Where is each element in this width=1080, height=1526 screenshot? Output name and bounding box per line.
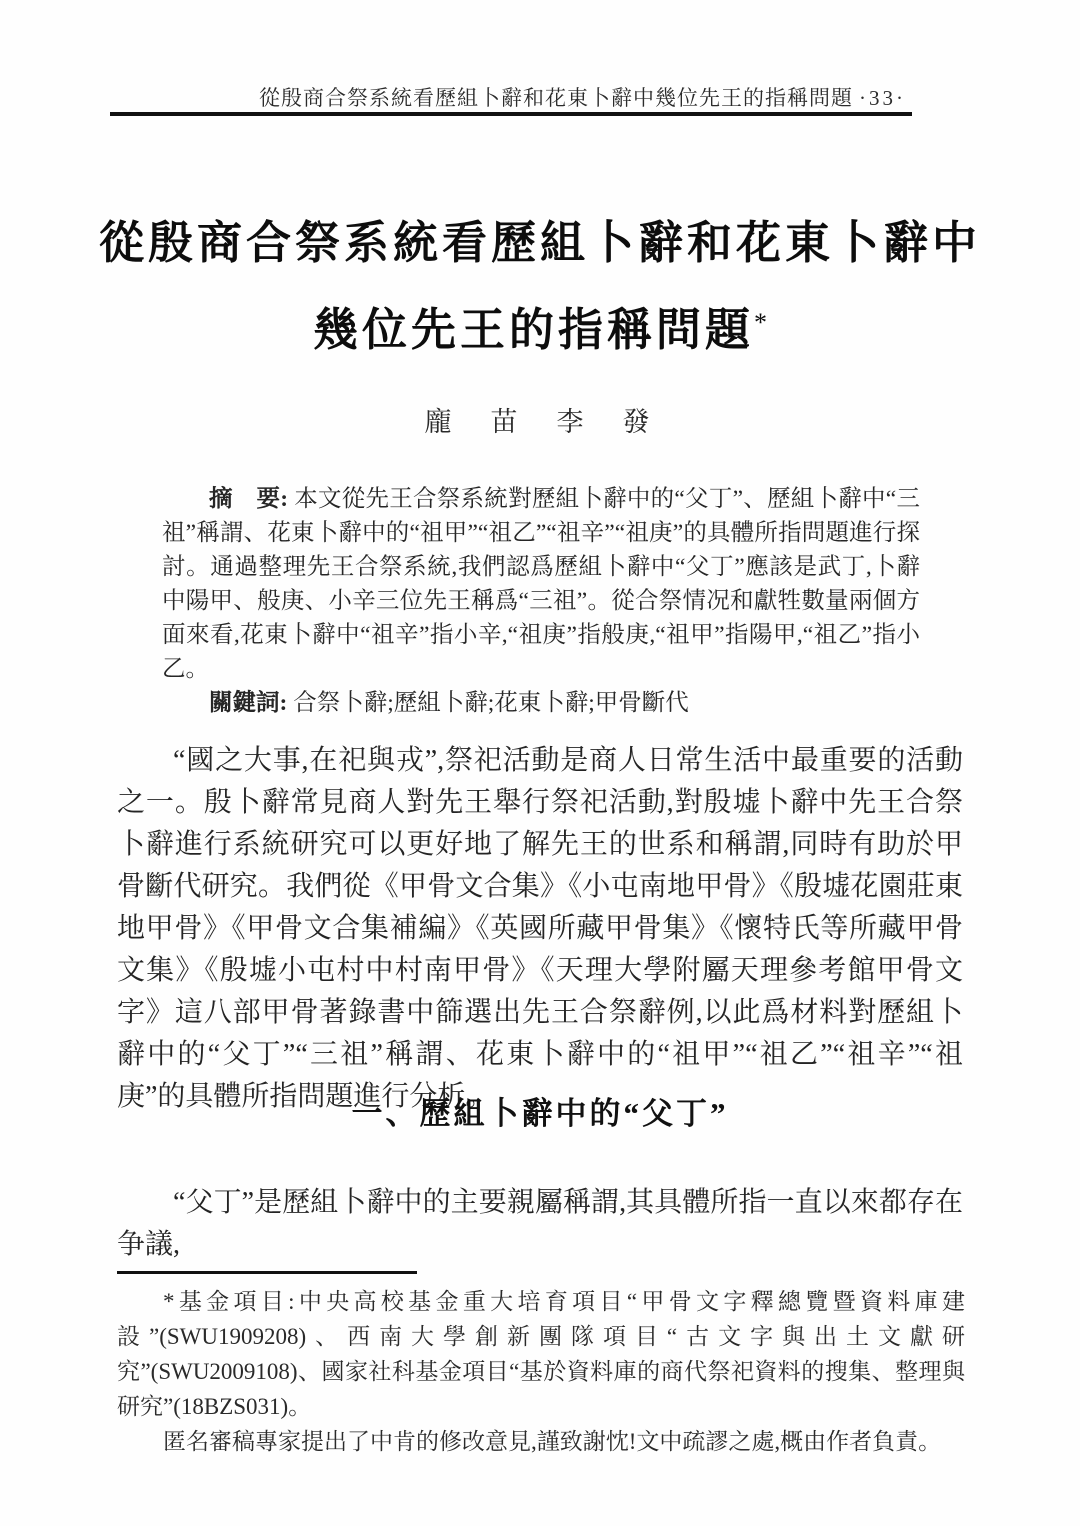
keywords-label: 關鍵詞: [209,690,288,716]
title-footnote-marker: * [754,308,767,337]
title-line-1: 從殷商合祭系統看歷組卜辭和花東卜辭中 [98,218,981,268]
title-line-2: 幾位先王的指稱問題* [312,305,767,355]
abstract-text: 本文從先王合祭系統對歷組卜辭中的“父丁”、歷組卜辭中“三祖”稱謂、花東卜辭中的“祖甲”“祖乙”“祖辛”“祖庚”的具體所指問題進行探討。通過整理先王合祭系統,我們認爲歷組卜辭中“父丁”應該是武丁,卜辭中陽甲、般庚、小辛三位先王稱爲“三祖”。從合祭情况和獻牲數量兩個方面來看,花東卜辭中“祖辛”指小辛,“祖庚”指般庚,“祖甲”指陽甲,“祖乙”指小乙。 [162,486,921,682]
footnotes-block [117,1284,965,1459]
body-paragraph-1: “國之大事,在祀與戎”,祭祀活動是商人日常生活中最重要的活動之一。殷卜辭常見商人對先王舉行祭祀活動,對殷墟卜辭中先王合祭卜辭進行系統研究可以更好地了解先王的世系和稱謂,同時有助於甲骨斷代研究。我們從《甲骨文合集》《小屯南地甲骨》《殷墟花園莊東地甲骨》《甲骨文合集補編》《英國所藏甲骨集》《懷特氏等所藏甲骨文集》《殷墟小屯村中村南甲骨》《天理大學附屬天理參考館甲骨文字》這八部甲骨著錄書中篩選出先王合祭辭例,以此爲材料對歷組卜辭中的“父丁”“三祖”稱謂、花東卜辭中的“祖甲”“祖乙”“祖辛”“祖庚”的具體所指問題進行分析。 [117,745,963,1112]
section-1-heading: 一、歷組卜辭中的“父丁” [351,1096,729,1131]
abstract-paragraph [162,482,920,686]
footnote-divider [117,1271,417,1274]
article-title [60,203,1020,370]
abstract-block [162,482,920,720]
header-rule [110,112,912,116]
body-text-2 [117,1182,963,1266]
abstract-label: 摘 要: [209,486,289,512]
keywords-text: 合祭卜辭;歷組卜辭;花東卜辭;甲骨斷代 [287,690,689,716]
running-header-title: 從殷商合祭系統看歷組卜辭和花東卜辭中幾位先王的指稱問題 [259,86,853,110]
authors-line: 龐 苗 李 發 [424,407,656,437]
keywords-line [162,686,920,720]
running-header [110,82,912,112]
footnote-fund-project: *基金項目:中央高校基金重大培育項目“甲骨文字釋總覽暨資料庫建設”(SWU1909208)、西南大學創新團隊項目“古文字與出土文獻研究”(SWU2009108)、國家社科基金項目“基於資料庫的商代祭祀資料的搜集、整理與研究”(18BZS031)。 [117,1289,965,1419]
body-paragraph-2: “父丁”是歷組卜辭中的主要親屬稱謂,其具體所指一直以來都存在争議, [117,1187,963,1260]
page-number: ·33· [859,86,906,110]
footnote-acknowledgement: 匿名審稿專家提出了中肯的修改意見,謹致謝忱!文中疏謬之處,概由作者負責。 [163,1429,942,1454]
body-text [117,740,963,1118]
